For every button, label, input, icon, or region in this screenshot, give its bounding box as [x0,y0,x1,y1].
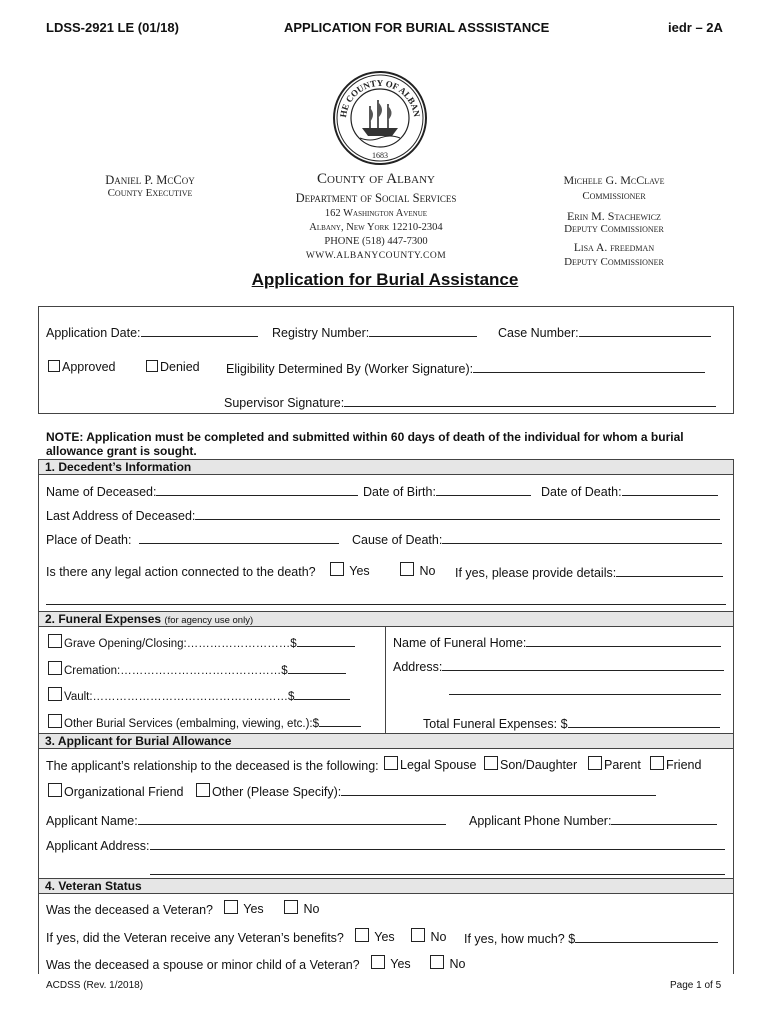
legal-action-question: Is there any legal action connected to the death? [46,565,316,579]
deputy-commissioner-1-title: Deputy Commissioner [564,223,664,235]
department-name: Department of Social Services [295,191,457,205]
svg-text:THE COUNTY OF ALBANY: HE COUNTY OF ALBAN [338,77,422,119]
form-id: LDSS-2921 LE (01/18) [46,20,179,35]
legal-spouse-checkbox[interactable]: Legal Spouse [384,756,476,772]
website[interactable]: WWW.ALBANYCOUNTY.COM [305,251,447,261]
funeral-home-address-field[interactable]: Address: [393,659,724,674]
funeral-home-address-line-2[interactable] [449,694,721,695]
last-address-field[interactable]: Last Address of Deceased: [46,508,720,523]
approved-checkbox[interactable]: Approved [48,360,116,374]
supervisor-signature-field[interactable]: Supervisor Signature: [224,395,716,410]
vault-field[interactable]: Vault:……………………………………………$ [48,687,350,703]
legal-action-yes-checkbox[interactable]: Yes [330,562,370,578]
friend-checkbox[interactable]: Friend [650,756,701,772]
form-header-title: APPLICATION FOR BURIAL ASSSISTANCE [284,20,550,35]
total-funeral-expenses-field[interactable]: Total Funeral Expenses: $ [423,716,720,731]
other-relationship-field[interactable]: Other (Please Specify): [196,783,656,799]
county-executive-title: County Executive [107,187,193,199]
relationship-question: The applicant’s relationship to the deceased is the following: [46,759,379,773]
registry-number-field[interactable]: Registry Number: [272,325,477,340]
county-name: County of Albany [317,171,435,187]
county-seal-icon [332,70,428,166]
cause-of-death-field[interactable]: Cause of Death: [352,532,722,547]
date-of-death-field[interactable]: Date of Death: [541,484,718,499]
veteran-no-checkbox[interactable]: No [284,900,319,916]
son-daughter-checkbox[interactable]: Son/Daughter [484,756,577,772]
case-number-field[interactable]: Case Number: [498,325,711,340]
denied-checkbox[interactable]: Denied [146,360,200,374]
page-number: Page 1 of 5 [670,980,722,991]
date-of-birth-field[interactable]: Date of Birth: [363,484,531,499]
veteran-question: Was the deceased a Veteran? [46,903,214,917]
spouse-yes-checkbox[interactable]: Yes [371,955,411,971]
svg-text:1683: 1683 [372,151,388,160]
grave-opening-field[interactable]: Grave Opening/Closing:………………………$ [48,634,355,650]
form-code: iedr – 2A [668,20,723,35]
spouse-of-veteran-question: Was the deceased a spouse or minor child of a Veteran? [46,958,360,972]
legal-details-line[interactable] [46,604,726,605]
deceased-name-field[interactable]: Name of Deceased: [46,484,358,499]
phone-number: PHONE (518) 447-7300 [324,236,428,247]
address-line-2: Albany, New York 12210-2304 [309,222,443,233]
section-2-heading: 2. Funeral Expenses (for agency use only) [38,611,734,627]
spouse-no-checkbox[interactable]: No [430,955,465,971]
application-date-field[interactable]: Application Date: [46,325,258,340]
benefits-yes-checkbox[interactable]: Yes [355,928,395,944]
section-4-heading: 4. Veteran Status [38,878,734,894]
county-executive-name: Daniel P. McCoy [105,173,195,187]
place-of-death-field[interactable]: Place of Death: [46,532,339,547]
applicant-phone-field[interactable]: Applicant Phone Number: [469,813,717,828]
legal-action-no-checkbox[interactable]: No [400,562,435,578]
commissioner-name: Michele G. McClave [563,173,665,187]
deputy-commissioner-2-name: Lisa A. freedman [573,242,655,254]
benefits-amount-field[interactable]: If yes, how much? $ [464,931,718,946]
deputy-commissioner-2-title: Deputy Commissioner [564,256,664,268]
section-2-divider [385,627,386,733]
applicant-address-line-2[interactable] [150,874,725,875]
section-1-heading: 1. Decedent’s Information [38,459,734,475]
applicant-address-field[interactable]: Applicant Address: [46,838,725,853]
document-title: Application for Burial Assistance [251,270,519,289]
benefits-no-checkbox[interactable]: No [411,928,446,944]
cremation-field[interactable]: Cremation:……………………………………$ [48,661,346,677]
parent-checkbox[interactable]: Parent [588,756,641,772]
other-burial-services-field[interactable]: Other Burial Services (embalming, viewing, etc.):$ [48,714,361,730]
applicant-name-field[interactable]: Applicant Name: [46,813,446,828]
deputy-commissioner-1-name: Erin M. Stachewicz [567,209,661,223]
veteran-benefits-question: If yes, did the Veteran receive any Veteran’s benefits? [46,931,344,945]
footer-revision: ACDSS (Rev. 1/2018) [46,980,144,991]
section-3-heading: 3. Applicant for Burial Allowance [38,733,734,749]
funeral-home-name-field[interactable]: Name of Funeral Home: [393,635,721,650]
organizational-friend-checkbox[interactable]: Organizational Friend [48,783,184,799]
commissioner-title: Commissioner [582,190,646,202]
legal-action-details-field[interactable]: If yes, please provide details: [455,565,723,580]
eligibility-signature-field[interactable]: Eligibility Determined By (Worker Signature): [226,361,705,376]
submission-note: NOTE: Application must be completed and submitted within 60 days of death of the individual for whom a burial allowance grant is sought. [46,430,684,458]
veteran-yes-checkbox[interactable]: Yes [224,900,264,916]
address-line-1: 162 Washington Avenue [324,208,428,219]
